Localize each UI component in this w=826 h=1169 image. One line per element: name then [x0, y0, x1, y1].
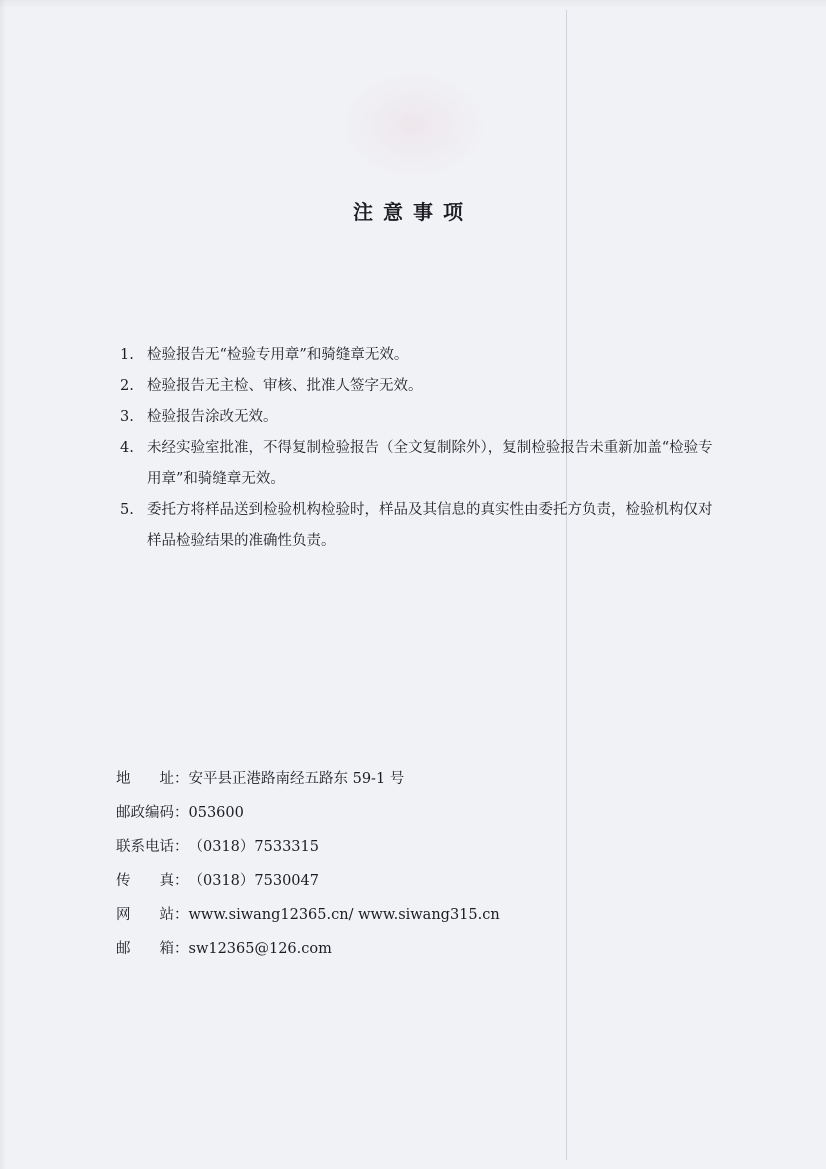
- contact-address-label: 地 址：: [116, 771, 189, 787]
- contact-fax-value: （0318）7530047: [188, 873, 319, 889]
- contact-postcode-label: 邮政编码：: [116, 805, 189, 821]
- list-item: [120, 402, 720, 433]
- contact-phone-row: [116, 830, 616, 864]
- list-item-number: 5.: [120, 502, 134, 518]
- contact-website-label: 网 站：: [116, 907, 189, 923]
- list-item-text: 未经实验室批准，不得复制检验报告（全文复制除外），复制检验报告未重新加盖“检验专用章”和骑缝章无效。: [147, 440, 713, 487]
- contact-website-value: www.siwang12365.cn/ www.siwang315.cn: [188, 907, 500, 923]
- list-item-text: 委托方将样品送到检验机构检验时，样品及其信息的真实性由委托方负责，检验机构仅对样品检验结果的准确性负责。: [147, 502, 713, 549]
- faded-seal-mark: [338, 70, 488, 180]
- list-item: [120, 433, 720, 495]
- contact-postcode-value: 053600: [188, 805, 244, 821]
- list-item-number: 2.: [120, 378, 134, 394]
- contact-phone-value: （0318）7533315: [188, 839, 319, 855]
- contact-phone-label: 联系电话：: [116, 839, 189, 855]
- list-item: [120, 340, 720, 371]
- list-item-text: 检验报告无“检验专用章”和骑缝章无效。: [147, 347, 409, 363]
- contact-postcode-row: [116, 796, 616, 830]
- list-item-number: 3.: [120, 409, 134, 425]
- contact-info: [116, 762, 616, 966]
- list-item-text: 检验报告涂改无效。: [147, 409, 278, 425]
- contact-email-value: sw12365@126.com: [188, 941, 332, 957]
- contact-fax-label: 传 真：: [116, 873, 189, 889]
- page-title: 注意事项: [353, 200, 473, 224]
- list-item: [120, 371, 720, 402]
- contact-email-label: 邮 箱：: [116, 941, 189, 957]
- contact-website-row: [116, 898, 616, 932]
- notes-list: [120, 340, 720, 557]
- contact-email-row: [116, 932, 616, 966]
- list-item-text: 检验报告无主检、审核、批准人签字无效。: [147, 378, 423, 394]
- list-item-number: 4.: [120, 440, 134, 456]
- list-item-number: 1.: [120, 347, 134, 363]
- contact-address-value: 安平县正港路南经五路东 59-1 号: [188, 771, 405, 787]
- contact-fax-row: [116, 864, 616, 898]
- paper-fold-line: [566, 10, 567, 1160]
- list-item: [120, 495, 720, 557]
- contact-address-row: [116, 762, 616, 796]
